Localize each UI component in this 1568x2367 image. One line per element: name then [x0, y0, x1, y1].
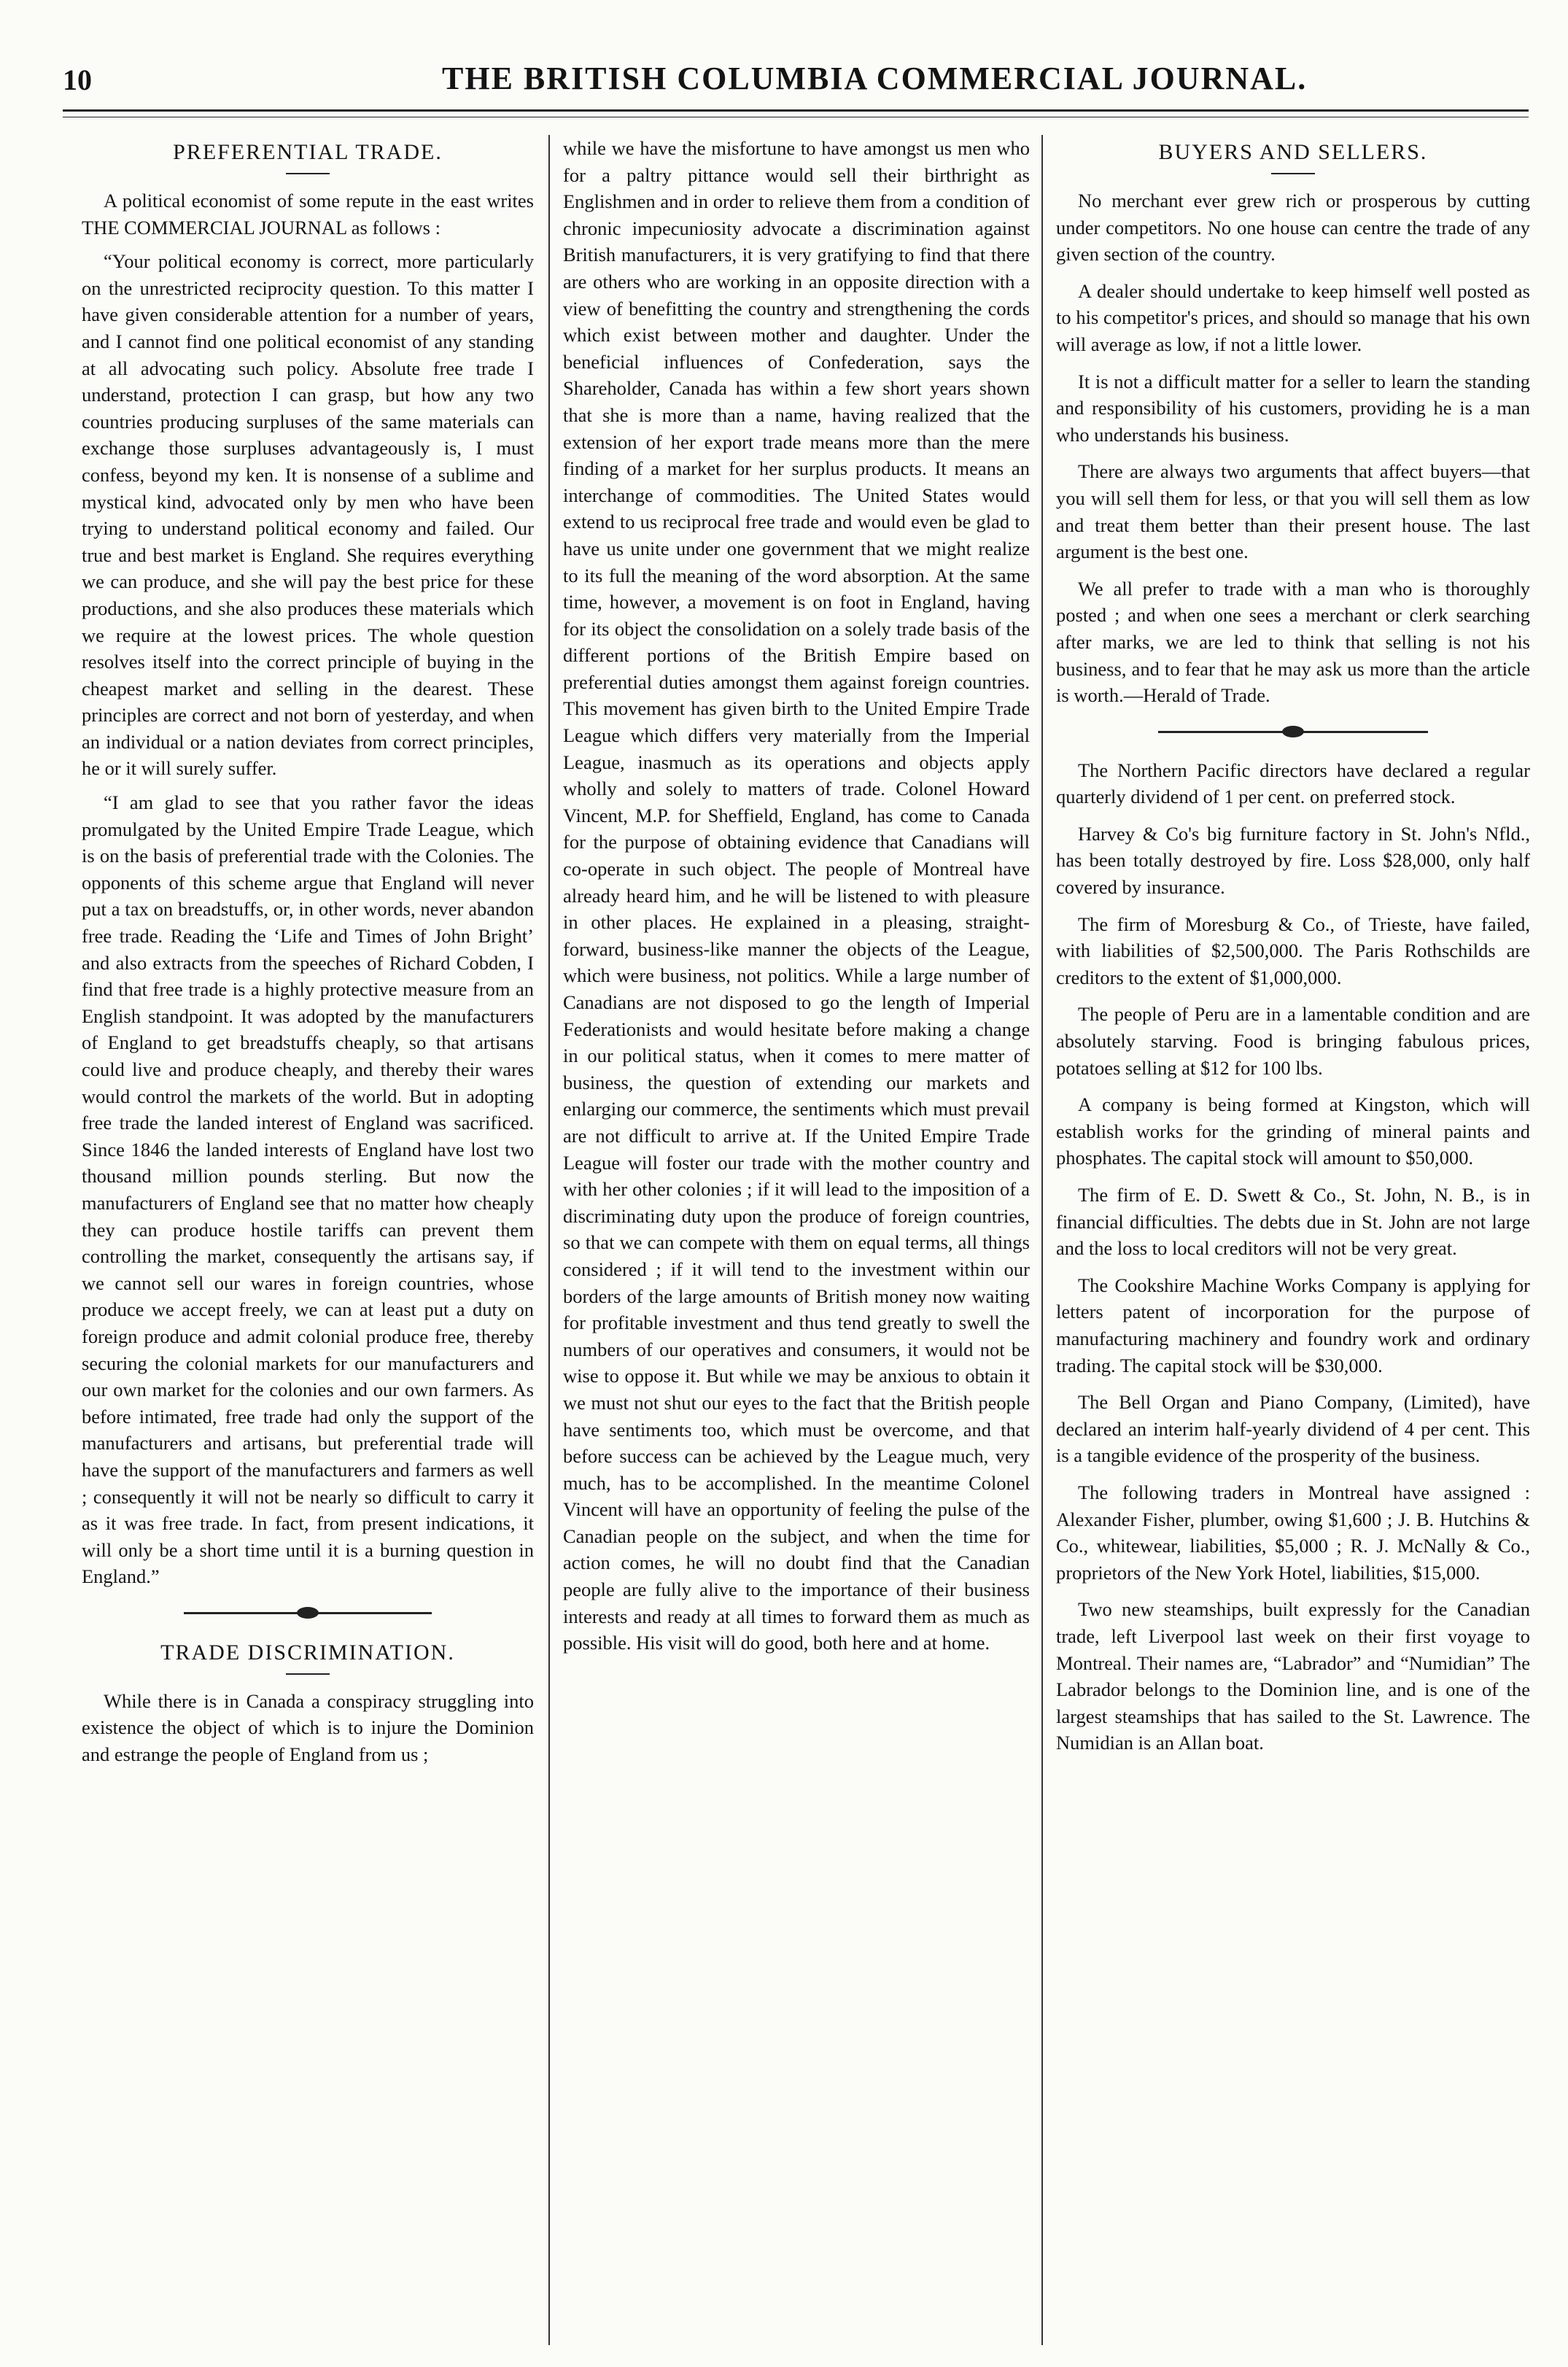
column-2 [563, 135, 1030, 2345]
article-paragraph: We all prefer to trade with a man who is thoroughly posted ; and when one sees a merchant or clerk searching after marks, we are led to think that selling is not his business, and to fear that he may ask us more than the article is worth.—Herald of Trade. [1056, 577, 1530, 707]
article-heading-preferential-trade: PREFERENTIAL TRADE. [173, 140, 443, 164]
article-paragraph: No merchant ever grew rich or prosperous by cutting under competitors. No one house can centre the trade of any given section of the country. [1056, 190, 1530, 266]
journal-title: THE BRITISH COLUMBIA COMMERCIAL JOURNAL. [442, 61, 1308, 96]
news-item: The firm of E. D. Swett & Co., St. John, N. B., is in financial difficulties. The debts due in St. John are not large and the loss to local creditors will not be very great. [1056, 1184, 1530, 1260]
section-ornament [82, 1602, 534, 1624]
news-item: Harvey & Co's big furniture factory in St. John's Nfld., has been totally destroyed by fire. Loss $28,000, only half covered by insurance. [1056, 822, 1530, 899]
news-item: The Northern Pacific directors have declared a regular quarterly dividend of 1 per cent. on preferred stock. [1056, 759, 1530, 808]
article-paragraph: “I am glad to see that you rather favor the ideas promulgated by the United Empire Trade League, which is on the basis of preferential trade with the Colonies. The opponents of this scheme argue that England will never put a tax on breadstuffs, or, in other words, never abandon free trade. Reading the ‘Life and Times of John Bright’ and also extracts from the speeches of Richard Cobden, I find that free trade is a highly protective measure from an English standpoint. It was adopted by the manufacturers of England to get breadstuffs cheaply, so that artisans could live and produce cheaply, and thereby their wares would control the markets of the world. But in adopting free trade the landed interest of England was sacrificed. Since 1846 the landed interests of England have lost two thousand million pounds sterling. But now the manufacturers of England see that no matter how cheaply they can produce hostile tariffs can prevent them controlling the market, consequently the artisans say, if we cannot sell our wares in foreign countries, whose produce we accept freely, we can at least put a duty on foreign produce and admit colonial produce free, thereby securing the colonial markets for our manufacturers and our own market for the colonies and our own farmers. As before intimated, free trade had only the support of the manufacturers and artisans, but preferential trade will have the support of the manufacturers and farmers as well ; consequently it will not be nearly so difficult to carry it as it was free trade. In fact, from present indications, it will only be a short time until it is a burning question in England.” [82, 791, 534, 1588]
news-item: The Cookshire Machine Works Company is applying for letters patent of incorporation for the purpose of manufacturing machinery and foundry work and ordinary trading. The capital stock will be $30,000. [1056, 1274, 1530, 1376]
page-number: 10 [63, 63, 92, 96]
column-3 [1056, 135, 1530, 2345]
article-paragraph: While there is in Canada a conspiracy struggling into existence the object of which is to injure the Dominion and estrange the people of England from us ; [82, 1689, 534, 1766]
article-heading-buyers-and-sellers: BUYERS AND SELLERS. [1158, 140, 1428, 164]
column-1 [82, 135, 534, 2345]
article-paragraph: “Your political economy is correct, more particularly on the unrestricted reciprocity question. To this matter I have given considerable attention for a number of years, and I cannot find one political economist of any standing at all advocating such policy. Absolute free trade I understand, protection I can grasp, but how any two countries producing surpluses of the same materials can exchange those surpluses advantageously is, I must confess, beyond my ken. It is nonsense of a sublime and mystical kind, advocated only by men who have been trying to understand political economy and failed. Our true and best market is England. She requires everything we can produce, and she will pay the best price for these productions, and she also produces these materials which we require at the lowest prices. The whole question resolves itself into the correct principle of buying in the cheapest market and selling in the dearest. These principles are correct and not born of yesterday, and when an individual or a nation deviates from correct principles, he or it will surely suffer. [82, 250, 534, 780]
news-item: The people of Peru are in a lamentable condition and are absolutely starving. Food is bringing fabulous prices, potatoes selling at $12 for 100 lbs. [1056, 1003, 1530, 1079]
section-ornament [1056, 721, 1530, 743]
article-paragraph: A political economist of some repute in the east writes THE COMMERCIAL JOURNAL as follows : [82, 190, 534, 239]
column-divider [1041, 135, 1043, 2345]
heading-rule [1271, 173, 1315, 174]
article-paragraph: A dealer should undertake to keep himself well posted as to his competitor's prices, and should so manage that his own will average as low, if not a little lower. [1056, 279, 1530, 355]
article-paragraph: There are always two arguments that affect buyers—that you will sell them for less, or that you will sell them as low and treat them better than their present house. The last argument is the best one. [1056, 460, 1530, 563]
column-divider [548, 135, 550, 2345]
heading-rule [286, 1673, 330, 1675]
news-item: The following traders in Montreal have assigned : Alexander Fisher, plumber, owing $1,600 ; J. B. Hutchins & Co., whitewear, liabilities, $5,000 ; R. J. McNally & Co., proprietors of the New York Hotel, liabilities, $15,000. [1056, 1481, 1530, 1584]
heading-rule [286, 173, 330, 174]
article-paragraph: while we have the misfortune to have amongst us men who for a paltry pittance would sell their birthright as Englishmen and in order to relieve them from a condition of chronic impecuniosity advocate a discrimination against British manufacturers, it is very gratifying to find that there are others who are working in an opposite direction with a view of benefitting the country and strengthening the cords which exist between mother and daughter. Under the beneficial influences of Confederation, says the Shareholder, Canada has within a few short years shown that she is more than a name, having realized that the extension of her export trade means more than the mere finding of a market for her surplus products. It means an interchange of commodities. The United States would extend to us reciprocal free trade and would even be glad to have us unite under one government that we might realize to its full the meaning of the word absorption. At the same time, however, a movement is on foot in England, having for its object the consolidation on a solely trade basis of the different portions of the British Empire based on preferential duties amongst them against foreign countries. This movement has given birth to the United Empire Trade League which differs very materially from the Imperial League, inasmuch as its operations and objects apply wholly and solely to matters of trade. Colonel Howard Vincent, M.P. for Sheffield, England, has come to Canada for the purpose of obtaining evidence that Canadians will co-operate in such object. The people of Montreal have already heard him, and he will be listened to with pleasure in other places. He explained in a pleasing, straight-forward, business-like manner the objects of the League, which were business, not politics. While a large number of Canadians are not disposed to go the length of Imperial Federationists and would hesitate before making a change in our political status, when it comes to mere matter of business, the question of extending our markets and enlarging our commerce, the sentiments which must prevail are not difficult to arrive at. If the United Empire Trade League will foster our trade with the mother country and with her other colonies ; if it will lead to the imposition of a discriminating duty upon the produce of foreign countries, so that we can compete with them on equal terms, all things considered ; if it will tend to the investment within our borders of the large amounts of British money now waiting for profitable investment and thus tend greatly to swell the numbers of our operatives and consumers, it would not be wise to oppose it. But while we may be anxious to obtain it we must not shut our eyes to the fact that the British people have sentiments too, which must be overcome, and that before success can be achieved by the League much, very much, has to be accomplished. In the meantime Colonel Vincent will have an opportunity of feeling the pulse of the Canadian people on the subject, and when the time for action comes, he will no doubt find that the Canadian people are fully alive to the importance of their business interests and ready at all times to forward them as much as possible. His visit will do good, both here and at home. [563, 137, 1030, 1654]
page-header [63, 60, 1529, 104]
article-heading-trade-discrimination: TRADE DISCRIMINATION. [160, 1640, 455, 1665]
news-item: Two new steamships, built expressly for the Canadian trade, left Liverpool last week on their first voyage to Montreal. Their names are, “Labrador” and “Numidian” The Labrador belongs to the Dominion line, and is one of the largest steamships that has sailed to the St. Lawrence. The Numidian is an Allan boat. [1056, 1598, 1530, 1754]
article-paragraph: It is not a difficult matter for a seller to learn the standing and responsibility of his customers, providing he is a man who understands his business. [1056, 370, 1530, 446]
news-item: The Bell Organ and Piano Company, (Limited), have declared an interim half-yearly dividend of 4 per cent. This is a tangible evidence of the prosperity of the business. [1056, 1391, 1530, 1467]
header-rule [63, 109, 1529, 112]
news-item: The firm of Moresburg & Co., of Trieste, have failed, with liabilities of $2,500,000. The Paris Rothschilds are creditors to the extent of $1,000,000. [1056, 913, 1530, 988]
news-item: A company is being formed at Kingston, which will establish works for the grinding of mineral paints and phosphates. The capital stock will amount to $50,000. [1056, 1093, 1530, 1169]
